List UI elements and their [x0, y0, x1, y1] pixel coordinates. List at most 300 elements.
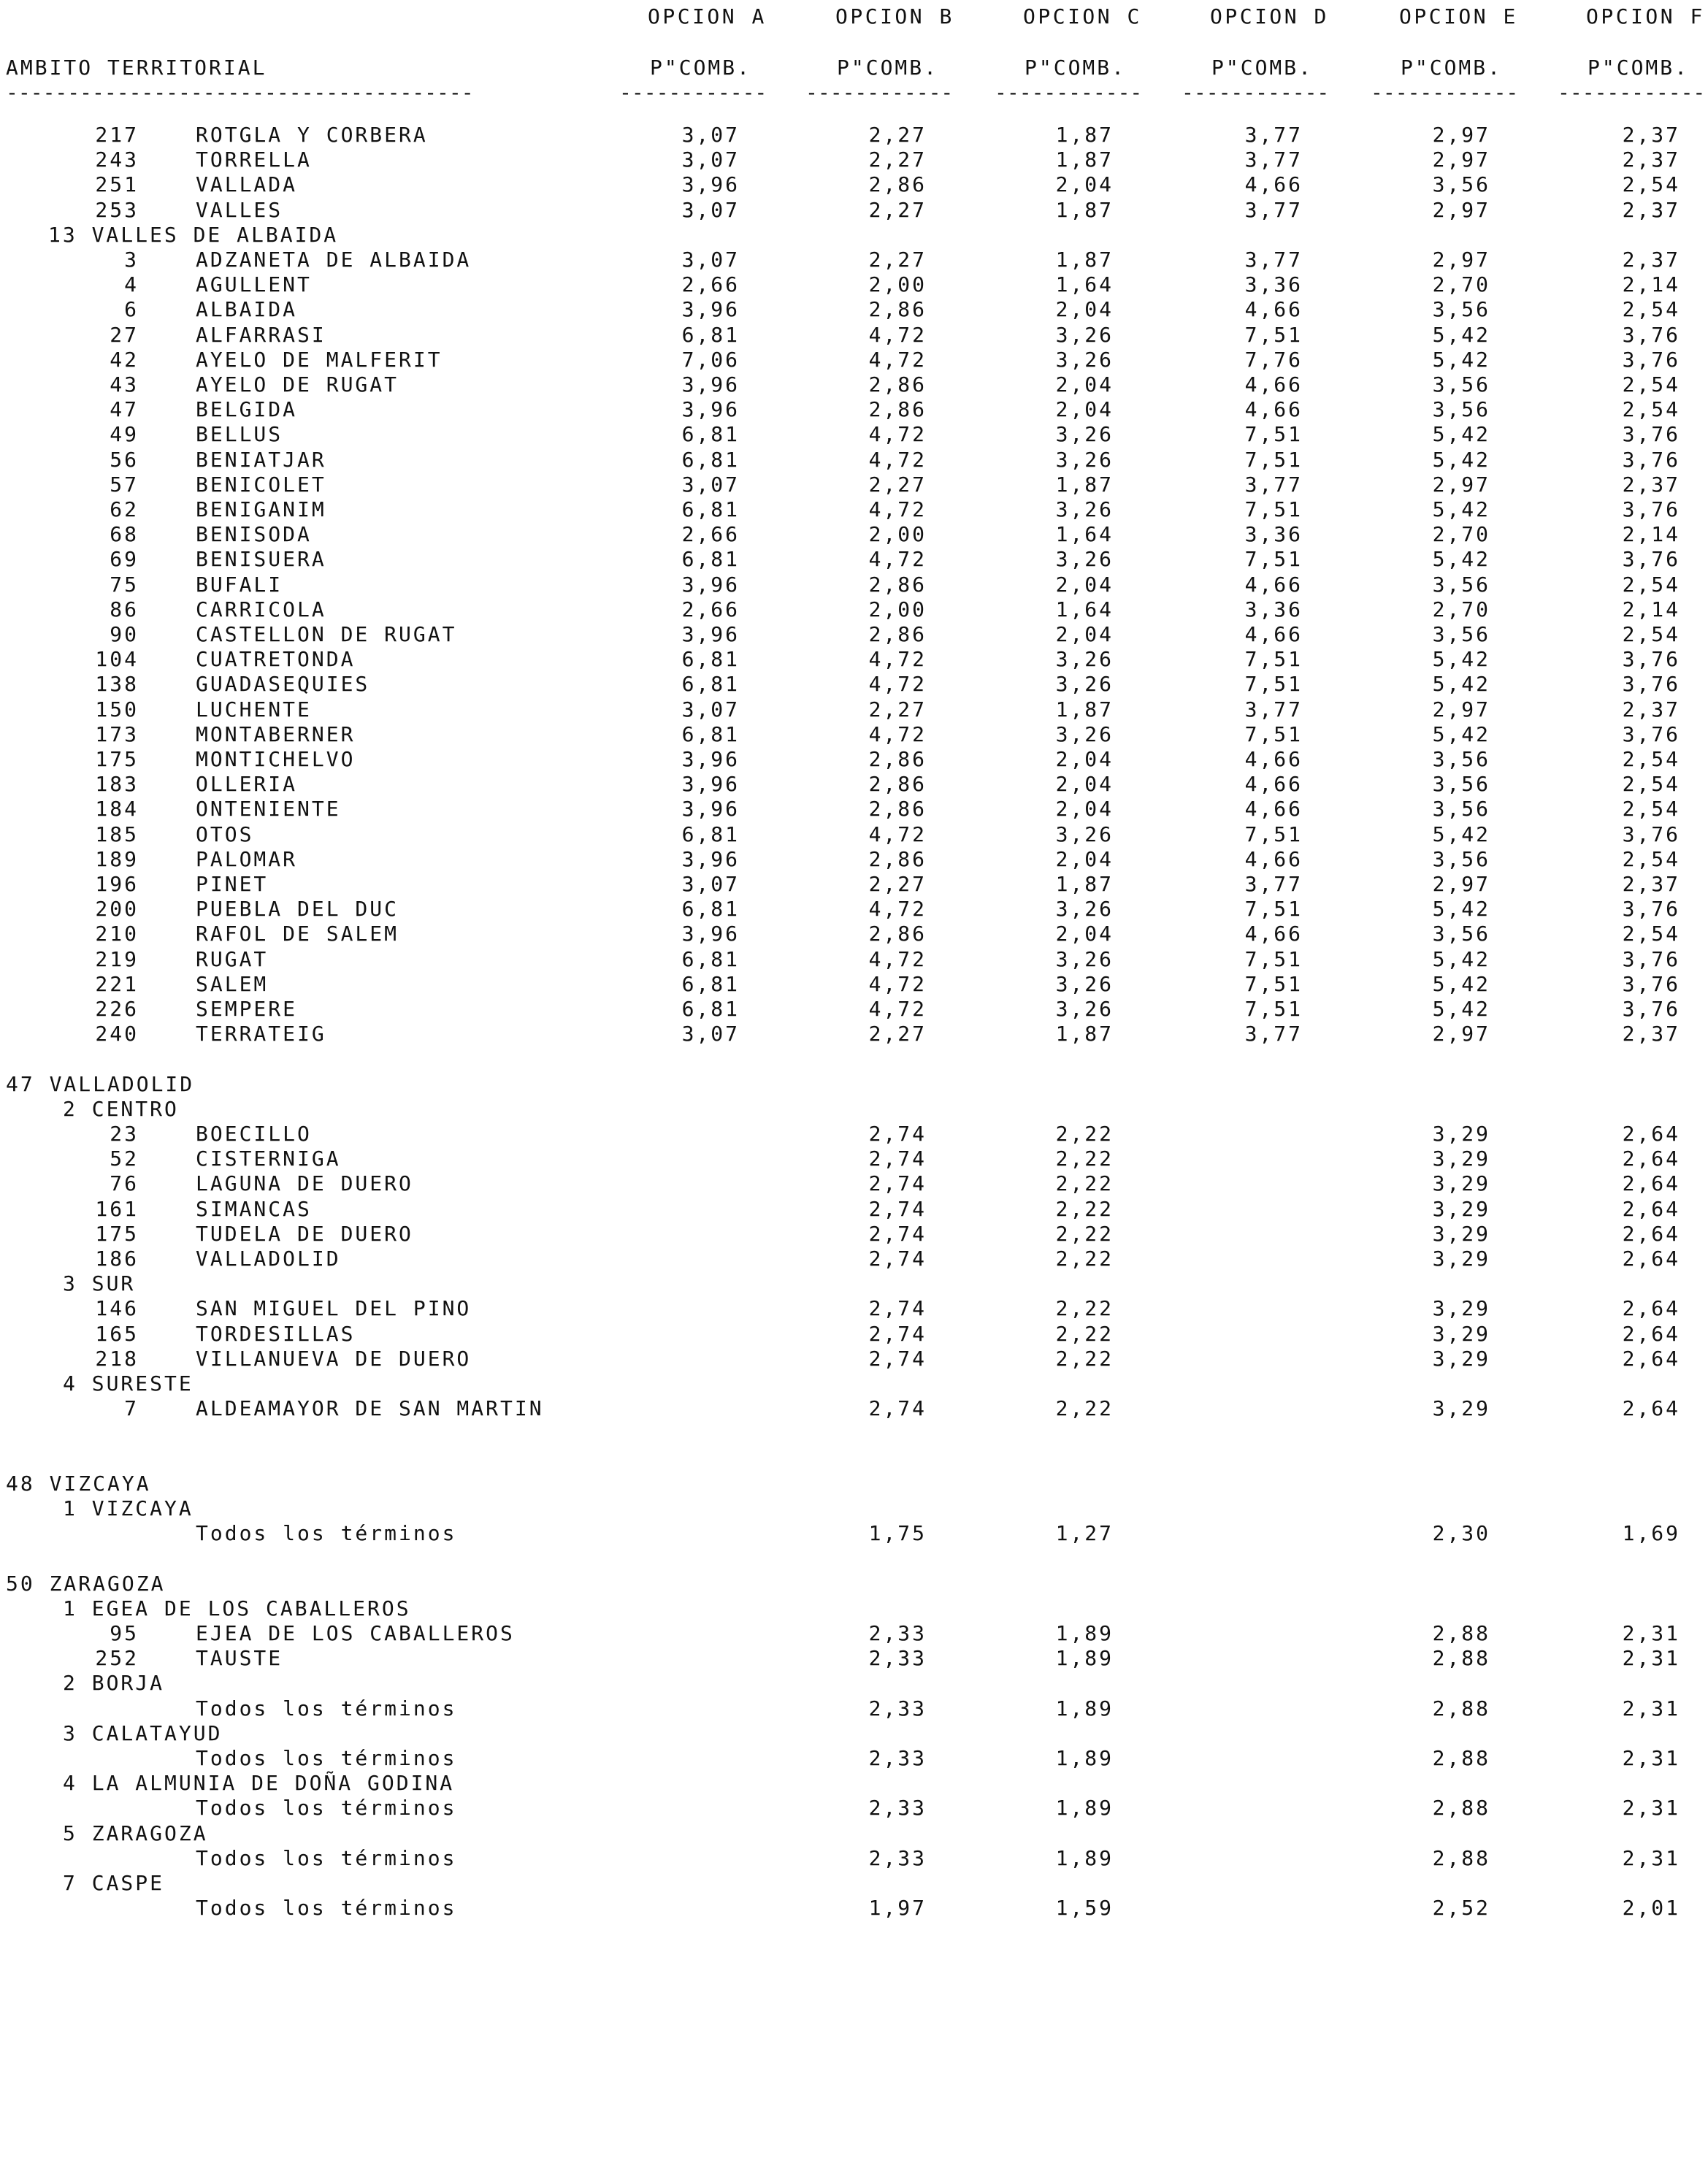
value-option-b: 4,72	[868, 497, 927, 521]
value-option-a: 6,81	[681, 647, 740, 672]
value-option-f: 3,76	[1622, 722, 1680, 746]
value-option-f: 2,37	[1622, 872, 1680, 896]
municipality-row	[0, 647, 1708, 672]
value-option-e: 2,97	[1432, 872, 1490, 896]
municipality-row	[0, 372, 1708, 397]
municipality-row	[0, 172, 1708, 197]
municipality-code: 243	[95, 148, 139, 172]
value-option-a: 3,96	[681, 772, 740, 797]
all-terms-row	[0, 1696, 1708, 1721]
value-option-b: 2,33	[868, 1646, 927, 1671]
value-option-c: 2,04	[1055, 747, 1114, 771]
value-option-b: 4,72	[868, 722, 927, 746]
municipality-row	[0, 1646, 1708, 1671]
value-option-d: 3,77	[1244, 248, 1303, 272]
value-option-e: 3,29	[1432, 1221, 1490, 1246]
municipality-code: 138	[95, 672, 139, 697]
value-option-c: 2,04	[1055, 622, 1114, 646]
value-option-f: 2,31	[1622, 1621, 1680, 1645]
value-option-f: 3,76	[1622, 946, 1680, 971]
comarca-heading: 1 VIZCAYA	[63, 1496, 194, 1520]
value-option-c: 2,22	[1055, 1346, 1114, 1371]
municipality-row	[0, 872, 1708, 897]
value-option-d: 7,51	[1244, 897, 1303, 922]
value-option-f: 1,69	[1622, 1521, 1680, 1546]
value-option-d: 4,66	[1244, 622, 1303, 646]
municipality-row	[0, 248, 1708, 272]
municipality-row	[0, 272, 1708, 297]
comarca-row	[0, 1371, 1708, 1396]
value-option-c: 1,59	[1055, 1896, 1114, 1921]
value-option-e: 2,70	[1432, 522, 1490, 547]
value-option-e: 3,56	[1432, 772, 1490, 797]
value-option-d: 3,36	[1244, 522, 1303, 547]
municipality-code: 47	[110, 397, 139, 422]
municipality-code: 43	[110, 372, 139, 397]
value-option-b: 2,86	[868, 172, 927, 197]
province-heading: 48 VIZCAYA	[6, 1471, 151, 1496]
municipality-name: PALOMAR	[196, 846, 298, 871]
value-option-b: 2,74	[868, 1396, 927, 1421]
value-option-e: 2,70	[1432, 272, 1490, 297]
municipality-row	[0, 972, 1708, 997]
value-option-d: 7,51	[1244, 722, 1303, 746]
value-option-c: 1,64	[1055, 522, 1114, 547]
option-b-title: OPCION B	[835, 4, 954, 28]
value-option-f: 3,76	[1622, 447, 1680, 472]
municipality-code: 165	[95, 1321, 139, 1346]
value-option-d: 4,66	[1244, 372, 1303, 397]
comarca-heading: 3 SUR	[63, 1271, 136, 1296]
blank-row	[0, 1421, 1708, 1446]
value-option-e: 5,42	[1432, 322, 1490, 347]
value-option-e: 3,29	[1432, 1196, 1490, 1221]
value-option-c: 2,04	[1055, 797, 1114, 822]
municipality-row	[0, 123, 1708, 148]
value-option-b: 2,27	[868, 472, 927, 497]
value-option-e: 3,29	[1432, 1147, 1490, 1171]
value-option-b: 2,86	[868, 797, 927, 822]
municipality-code: 62	[110, 497, 139, 521]
municipality-name: RAFOL DE SALEM	[196, 922, 399, 946]
value-option-d: 4,66	[1244, 297, 1303, 322]
value-option-e: 3,56	[1432, 846, 1490, 871]
value-option-d: 4,66	[1244, 797, 1303, 822]
municipality-row	[0, 697, 1708, 722]
value-option-f: 3,76	[1622, 422, 1680, 447]
value-option-d: 4,66	[1244, 747, 1303, 771]
value-option-a: 6,81	[681, 822, 740, 846]
municipality-name: TORRELLA	[196, 148, 312, 172]
municipality-row	[0, 797, 1708, 822]
value-option-f: 2,31	[1622, 1796, 1680, 1821]
value-option-b: 2,74	[868, 1196, 927, 1221]
value-option-f: 2,37	[1622, 148, 1680, 172]
value-option-f: 2,37	[1622, 1022, 1680, 1046]
municipality-code: 240	[95, 1022, 139, 1046]
value-option-b: 2,33	[868, 1696, 927, 1721]
municipality-code: 185	[95, 822, 139, 846]
municipality-code: 3	[124, 248, 139, 272]
value-option-b: 2,27	[868, 1022, 927, 1046]
value-option-c: 1,87	[1055, 148, 1114, 172]
value-option-c: 1,89	[1055, 1746, 1114, 1770]
option-c-unit: P"COMB.	[1025, 56, 1127, 80]
value-option-b: 1,97	[868, 1896, 927, 1921]
value-option-a: 2,66	[681, 272, 740, 297]
value-option-c: 1,89	[1055, 1696, 1114, 1721]
all-terms-row	[0, 1521, 1708, 1546]
value-option-f: 3,76	[1622, 997, 1680, 1021]
comarca-heading: 7 CASPE	[63, 1871, 165, 1895]
municipality-name: CASTELLON DE RUGAT	[196, 622, 457, 646]
value-option-e: 5,42	[1432, 722, 1490, 746]
value-option-c: 3,26	[1055, 322, 1114, 347]
value-option-f: 3,76	[1622, 971, 1680, 996]
value-option-b: 2,27	[868, 123, 927, 147]
value-option-c: 3,26	[1055, 447, 1114, 472]
value-option-b: 4,72	[868, 672, 927, 697]
value-option-a: 3,07	[681, 197, 740, 222]
comarca-row	[0, 1671, 1708, 1696]
value-option-a: 6,81	[681, 497, 740, 521]
value-option-f: 2,64	[1622, 1171, 1680, 1196]
municipality-row	[0, 897, 1708, 922]
municipality-name: VILLANUEVA DE DUERO	[196, 1346, 472, 1371]
value-option-f: 2,64	[1622, 1296, 1680, 1321]
option-d-unit: P"COMB.	[1211, 56, 1314, 80]
value-option-c: 1,87	[1055, 472, 1114, 497]
value-option-b: 2,86	[868, 297, 927, 322]
value-option-a: 6,81	[681, 447, 740, 472]
municipality-name: ALFARRASI	[196, 322, 326, 347]
municipality-code: 226	[95, 997, 139, 1021]
municipality-row	[0, 1122, 1708, 1147]
municipality-name: BOECILLO	[196, 1122, 312, 1146]
option-d-title: OPCION D	[1210, 4, 1329, 28]
province-row	[0, 1471, 1708, 1496]
value-option-c: 2,22	[1055, 1147, 1114, 1171]
value-option-f: 3,76	[1622, 897, 1680, 922]
municipality-code: 173	[95, 722, 139, 746]
municipality-code: 251	[95, 172, 139, 197]
comarca-row	[0, 1821, 1708, 1846]
municipality-row	[0, 1022, 1708, 1046]
value-option-e: 3,29	[1432, 1122, 1490, 1146]
province-row	[0, 1572, 1708, 1596]
value-option-f: 3,76	[1622, 497, 1680, 521]
municipality-row	[0, 822, 1708, 847]
value-option-c: 1,89	[1055, 1845, 1114, 1870]
municipality-name: RUGAT	[196, 946, 269, 971]
value-option-d: 7,51	[1244, 547, 1303, 572]
value-option-e: 3,56	[1432, 797, 1490, 822]
value-option-d: 3,77	[1244, 872, 1303, 896]
municipality-code: 253	[95, 197, 139, 222]
value-option-b: 2,74	[868, 1296, 927, 1321]
comarca-row	[0, 1271, 1708, 1296]
rule-option-e: ------------	[1371, 80, 1519, 104]
option-a-title: OPCION A	[648, 4, 767, 28]
value-option-b: 2,27	[868, 697, 927, 722]
municipality-row	[0, 997, 1708, 1022]
municipality-name: SAN MIGUEL DEL PINO	[196, 1296, 472, 1321]
value-option-e: 2,30	[1432, 1521, 1490, 1546]
value-option-e: 2,97	[1432, 697, 1490, 722]
municipality-code: 49	[110, 422, 139, 447]
value-option-f: 2,31	[1622, 1696, 1680, 1721]
value-option-f: 2,54	[1622, 397, 1680, 422]
all-terms-label: Todos los términos	[196, 1796, 457, 1821]
rule-option-f: ------------	[1558, 80, 1706, 104]
municipality-name: VALLES	[196, 197, 283, 222]
value-option-e: 2,52	[1432, 1896, 1490, 1921]
municipality-row	[0, 597, 1708, 622]
municipality-name: BELGIDA	[196, 397, 298, 422]
value-option-e: 3,29	[1432, 1396, 1490, 1421]
value-option-d: 3,77	[1244, 148, 1303, 172]
municipality-name: BENISODA	[196, 522, 312, 547]
value-option-c: 2,04	[1055, 372, 1114, 397]
municipality-code: 56	[110, 447, 139, 472]
value-option-a: 6,81	[681, 971, 740, 996]
value-option-c: 1,64	[1055, 272, 1114, 297]
value-option-d: 7,51	[1244, 971, 1303, 996]
municipality-name: AGULLENT	[196, 272, 312, 297]
value-option-b: 4,72	[868, 971, 927, 996]
value-option-b: 2,86	[868, 772, 927, 797]
municipality-name: ADZANETA DE ALBAIDA	[196, 248, 472, 272]
value-option-d: 7,51	[1244, 672, 1303, 697]
value-option-c: 2,22	[1055, 1321, 1114, 1346]
value-option-e: 2,88	[1432, 1746, 1490, 1770]
value-option-d: 3,36	[1244, 597, 1303, 621]
value-option-e: 2,97	[1432, 148, 1490, 172]
value-option-e: 5,42	[1432, 946, 1490, 971]
value-option-f: 2,54	[1622, 772, 1680, 797]
municipality-row	[0, 1247, 1708, 1271]
value-option-f: 2,64	[1622, 1147, 1680, 1171]
rule-option-a: ------------	[619, 80, 767, 104]
value-option-b: 2,27	[868, 872, 927, 896]
value-option-a: 3,07	[681, 1022, 740, 1046]
municipality-row	[0, 672, 1708, 697]
value-option-b: 2,33	[868, 1796, 927, 1821]
value-option-d: 4,66	[1244, 172, 1303, 197]
value-option-e: 3,29	[1432, 1321, 1490, 1346]
municipality-name: GUADASEQUIES	[196, 672, 370, 697]
value-option-e: 3,56	[1432, 572, 1490, 597]
municipality-row	[0, 472, 1708, 497]
municipality-row	[0, 422, 1708, 447]
municipality-code: 76	[110, 1171, 139, 1196]
value-option-e: 3,56	[1432, 372, 1490, 397]
municipality-row	[0, 397, 1708, 422]
blank-row	[0, 1546, 1708, 1571]
value-option-c: 1,87	[1055, 197, 1114, 222]
value-option-b: 2,86	[868, 572, 927, 597]
value-option-d: 4,66	[1244, 846, 1303, 871]
ambito-territorial-label: AMBITO TERRITORIAL	[6, 56, 267, 80]
municipality-name: VALLADOLID	[196, 1247, 341, 1271]
value-option-b: 4,72	[868, 946, 927, 971]
municipality-name: BENISUERA	[196, 547, 326, 572]
value-option-f: 2,14	[1622, 597, 1680, 621]
municipality-code: 150	[95, 697, 139, 722]
value-option-a: 6,81	[681, 672, 740, 697]
value-option-d: 3,77	[1244, 697, 1303, 722]
value-option-f: 2,14	[1622, 522, 1680, 547]
blank-row	[0, 1046, 1708, 1071]
value-option-b: 2,86	[868, 747, 927, 771]
municipality-code: 52	[110, 1147, 139, 1171]
municipality-name: ROTGLA Y CORBERA	[196, 123, 428, 147]
municipality-code: 75	[110, 572, 139, 597]
province-heading: 47 VALLADOLID	[6, 1071, 195, 1096]
value-option-b: 4,72	[868, 997, 927, 1021]
value-option-d: 3,77	[1244, 123, 1303, 147]
municipality-code: 175	[95, 1221, 139, 1246]
municipality-code: 175	[95, 747, 139, 771]
value-option-d: 3,77	[1244, 197, 1303, 222]
municipality-row	[0, 772, 1708, 797]
value-option-a: 6,81	[681, 722, 740, 746]
value-option-a: 3,07	[681, 697, 740, 722]
value-option-c: 1,87	[1055, 872, 1114, 896]
municipality-name: SIMANCAS	[196, 1196, 312, 1221]
comarca-row	[0, 1596, 1708, 1621]
municipality-row	[0, 1197, 1708, 1222]
value-option-c: 2,22	[1055, 1221, 1114, 1246]
option-header-row	[0, 4, 1708, 29]
value-option-c: 2,04	[1055, 172, 1114, 197]
value-option-b: 4,72	[868, 822, 927, 846]
municipality-name: CISTERNIGA	[196, 1147, 341, 1171]
municipality-name: BENIGANIM	[196, 497, 326, 521]
value-option-c: 3,26	[1055, 822, 1114, 846]
value-option-f: 3,76	[1622, 347, 1680, 372]
value-option-c: 2,04	[1055, 397, 1114, 422]
municipality-name: TUDELA DE DUERO	[196, 1221, 413, 1246]
value-option-f: 3,76	[1622, 547, 1680, 572]
option-a-unit: P"COMB.	[650, 56, 752, 80]
value-option-e: 3,29	[1432, 1247, 1490, 1271]
value-option-e: 3,29	[1432, 1296, 1490, 1321]
value-option-b: 4,72	[868, 347, 927, 372]
value-option-c: 2,22	[1055, 1122, 1114, 1146]
value-option-e: 5,42	[1432, 997, 1490, 1021]
value-option-a: 2,66	[681, 597, 740, 621]
value-option-f: 2,01	[1622, 1896, 1680, 1921]
value-option-b: 4,72	[868, 447, 927, 472]
value-option-d: 7,51	[1244, 497, 1303, 521]
municipality-name: TERRATEIG	[196, 1022, 326, 1046]
municipality-code: 90	[110, 622, 139, 646]
municipality-row	[0, 1322, 1708, 1347]
municipality-name: PUEBLA DEL DUC	[196, 897, 399, 922]
value-option-e: 2,88	[1432, 1646, 1490, 1671]
value-option-b: 2,86	[868, 922, 927, 946]
value-option-b: 2,33	[868, 1621, 927, 1645]
municipality-name: ALBAIDA	[196, 297, 298, 322]
municipality-name: BENIATJAR	[196, 447, 326, 472]
value-option-a: 3,07	[681, 472, 740, 497]
value-option-f: 2,31	[1622, 1646, 1680, 1671]
value-option-d: 7,51	[1244, 647, 1303, 672]
municipality-code: 57	[110, 472, 139, 497]
municipality-code: 161	[95, 1196, 139, 1221]
municipality-code: 104	[95, 647, 139, 672]
value-option-e: 3,56	[1432, 747, 1490, 771]
comarca-heading: 2 CENTRO	[63, 1096, 179, 1121]
value-option-b: 2,00	[868, 272, 927, 297]
value-option-c: 1,87	[1055, 1022, 1114, 1046]
value-option-c: 3,26	[1055, 946, 1114, 971]
municipality-code: 146	[95, 1296, 139, 1321]
value-option-c: 3,26	[1055, 347, 1114, 372]
value-option-b: 4,72	[868, 322, 927, 347]
value-option-c: 3,26	[1055, 722, 1114, 746]
value-option-a: 3,96	[681, 797, 740, 822]
value-option-e: 3,56	[1432, 622, 1490, 646]
value-option-d: 7,51	[1244, 322, 1303, 347]
municipality-row	[0, 922, 1708, 946]
value-option-e: 3,29	[1432, 1171, 1490, 1196]
municipality-name: SEMPERE	[196, 997, 298, 1021]
value-option-f: 2,37	[1622, 197, 1680, 222]
municipality-row	[0, 622, 1708, 647]
value-option-f: 2,37	[1622, 697, 1680, 722]
all-terms-row	[0, 1746, 1708, 1771]
value-option-e: 2,70	[1432, 597, 1490, 621]
value-option-b: 2,27	[868, 148, 927, 172]
value-option-e: 3,56	[1432, 397, 1490, 422]
municipality-name: EJEA DE LOS CABALLEROS	[196, 1621, 515, 1645]
value-option-c: 1,89	[1055, 1646, 1114, 1671]
value-option-f: 3,76	[1622, 822, 1680, 846]
value-option-c: 1,89	[1055, 1621, 1114, 1645]
comarca-row	[0, 1097, 1708, 1122]
value-option-c: 3,26	[1055, 422, 1114, 447]
value-option-e: 2,97	[1432, 248, 1490, 272]
municipality-row	[0, 148, 1708, 172]
option-e-title: OPCION E	[1399, 4, 1518, 28]
municipality-row	[0, 1222, 1708, 1247]
municipality-row	[0, 198, 1708, 223]
all-terms-label: Todos los términos	[196, 1896, 457, 1921]
value-option-c: 1,27	[1055, 1521, 1114, 1546]
value-option-e: 5,42	[1432, 447, 1490, 472]
municipality-row	[0, 1347, 1708, 1371]
municipality-code: 200	[95, 897, 139, 922]
municipality-name: BENICOLET	[196, 472, 326, 497]
value-option-d: 7,51	[1244, 946, 1303, 971]
value-option-f: 3,76	[1622, 322, 1680, 347]
value-option-f: 2,37	[1622, 123, 1680, 147]
municipality-row	[0, 1296, 1708, 1321]
option-b-unit: P"COMB.	[837, 56, 939, 80]
municipality-name: MONTICHELVO	[196, 747, 356, 771]
municipality-name: OTOS	[196, 822, 254, 846]
value-option-b: 2,86	[868, 846, 927, 871]
value-option-c: 2,04	[1055, 846, 1114, 871]
municipality-code: 217	[95, 123, 139, 147]
value-option-e: 3,56	[1432, 297, 1490, 322]
option-e-unit: P"COMB.	[1401, 56, 1503, 80]
comarca-row	[0, 1496, 1708, 1521]
all-terms-row	[0, 1846, 1708, 1871]
value-option-f: 2,64	[1622, 1122, 1680, 1146]
